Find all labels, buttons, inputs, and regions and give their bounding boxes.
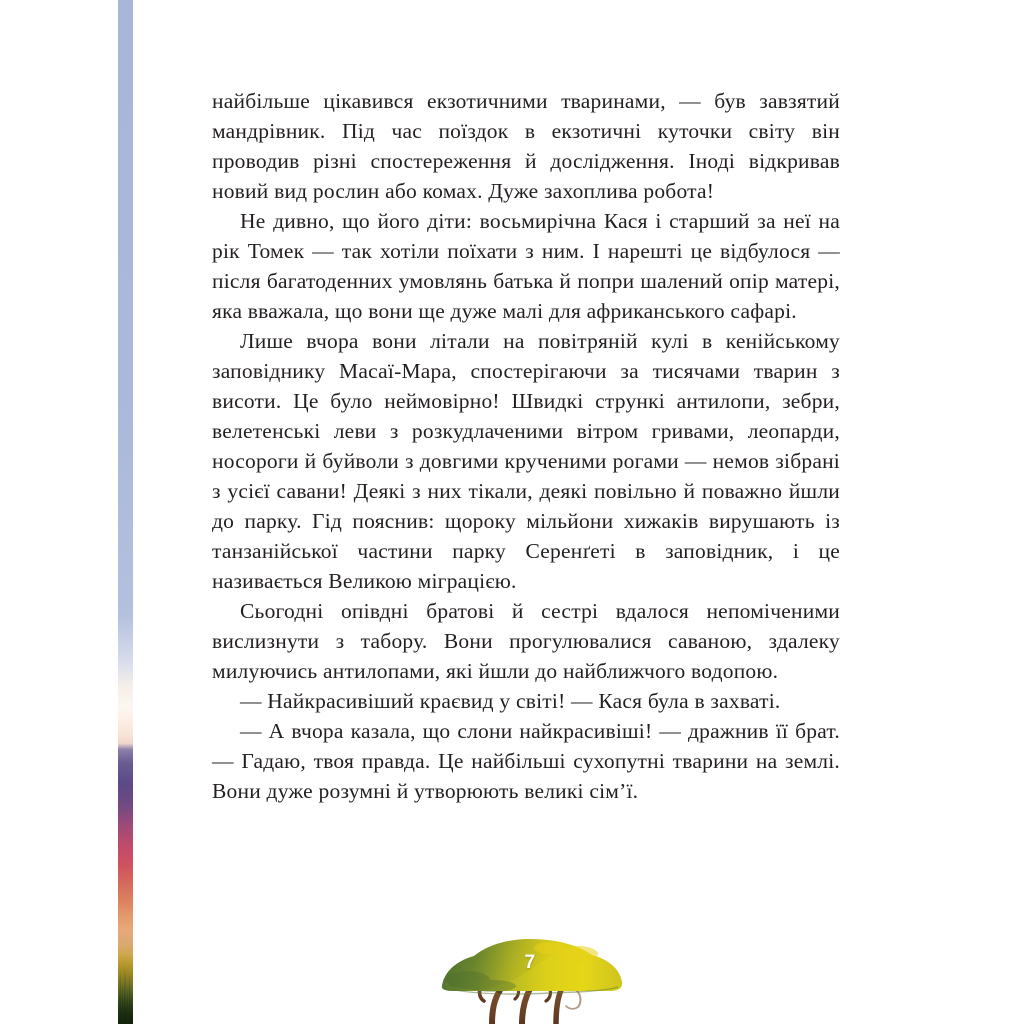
dialogue-paragraph: — А вчора казала, що слони найкрасивіші! — дражнив її брат. — Гадаю, твоя правда. Це найбільші сухопутні тварини на землі. Вони дуже розумні й утворюють великі сім’ї. bbox=[212, 719, 840, 803]
gradient-sky-band bbox=[118, 0, 133, 1024]
page-number: 7 bbox=[524, 952, 536, 973]
paragraph: найбільше цікавився екзотичними тваринами, — був завзятий мандрівник. Під час поїздок в екзотичні куточки світу він проводив різні спостереження й дослідження. Іноді відкривав новий вид рослин або комах. Дуже захоплива робота! bbox=[212, 89, 840, 203]
sunset-savanna-gradient-strip bbox=[118, 0, 133, 1024]
dialogue-paragraph: — Найкрасивіший краєвид у світі! — Кася була в захваті. bbox=[240, 689, 781, 713]
acacia-tree-icon bbox=[430, 928, 630, 1024]
body-text-column bbox=[212, 86, 840, 806]
paragraph: Сьогодні опівдні братові й сестрі вдалося непоміченими вислизнути з табору. Вони прогулювалися саваною, здалеку милуючись антилопами, які йшли до найближчого водопою. bbox=[212, 599, 840, 683]
paragraph: Лише вчора вони літали на повітряній кулі в кенійському заповіднику Масаї-Мара, спостерігаючи за тисячами тварин з висоти. Це було неймовірно! Швидкі стрункі антилопи, зебри, велетенські леви з розкудлаченими вітром гривами, леопарди, носороги й буйволи з довгими крученими рогами — немов зібрані з усієї савани! Деякі з них тікали, деякі повільно й поважно йшли до парку. Гід пояснив: щороку мільйони хижаків вирушають із танзанійської частини парку Серенґеті в заповідник, і це називається Великою міграцією. bbox=[212, 329, 840, 593]
paragraph: Не дивно, що його діти: восьмирічна Кася і старший за неї на рік Томек — так хотіли поїхати з ним. І нарешті це відбулося — після багатоденних умовлянь батька й попри шалений опір матері, яка вважала, що вони ще дуже малі для африканського сафарі. bbox=[212, 209, 840, 323]
grass-shadow-overlay bbox=[118, 954, 133, 1024]
